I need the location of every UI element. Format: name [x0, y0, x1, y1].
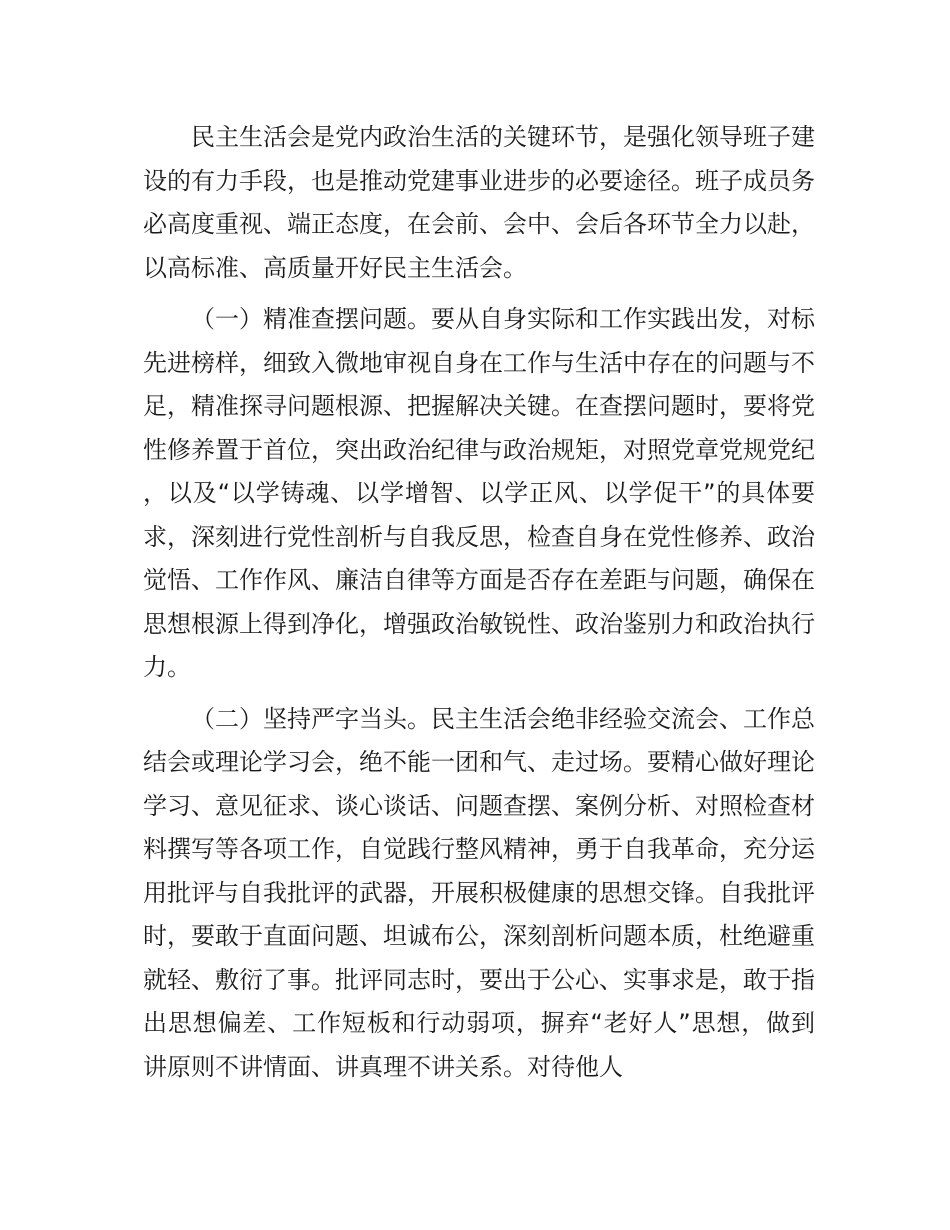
document-body: [143, 116, 815, 1089]
paragraph-section-one: （一）精准查摆问题。要从自身实际和工作实践出发，对标先进榜样，细致入微地审视自身在工作与生活中存在的问题与不足，精准探寻问题根源、把握解决关键。在查摆问题时，要将党性修养置于首位，突出政治纪律与政治规矩，对照党章党规党纪，以及“以学铸魂、以学增智、以学正风、以学促干”的具体要求，深刻进行党性剖析与自我反思，检查自身在党性修养、政治觉悟、工作作风、廉洁自律等方面是否存在差距与问题，确保在思想根源上得到净化，增强政治敏锐性、政治鉴别力和政治执行力。: [143, 305, 815, 681]
paragraph-section-two: （二）坚持严字当头。民主生活会绝非经验交流会、工作总结会或理论学习会，绝不能一团和气、走过场。要精心做好理论学习、意见征求、谈心谈话、问题查摆、案例分析、对照检查材料撰写等各项工作，自觉践行整风精神，勇于自我革命，充分运用批评与自我批评的武器，开展积极健康的思想交锋。自我批评时，要敢于直面问题、坦诚布公，深刻剖析问题本质，杜绝避重就轻、敷衍了事。批评同志时，要出于公心、实事求是，敢于指出思想偏差、工作短板和行动弱项，摒弃“老好人”思想，做到讲原则不讲情面、讲真理不讲关系。对待他人: [143, 704, 815, 1081]
paragraph-intro: 民主生活会是党内政治生活的关键环节，是强化领导班子建设的有力手段，也是推动党建事业进步的必要途径。班子成员务必高度重视、端正态度，在会前、会中、会后各环节全力以赴，以高标准、高质量开好民主生活会。: [143, 123, 815, 282]
